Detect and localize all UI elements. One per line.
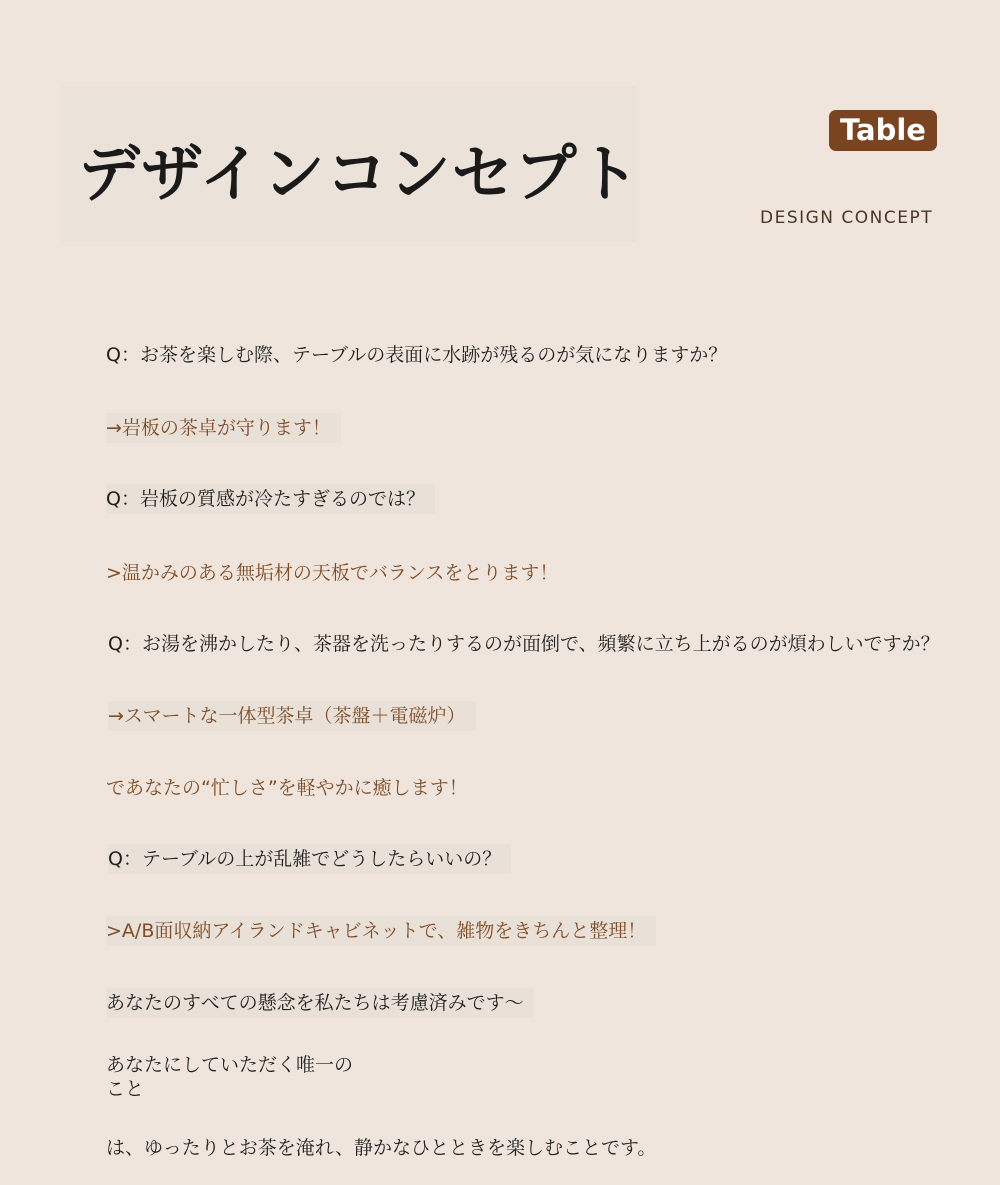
closing-statement: あなたのすべての懸念を私たちは考慮済みです〜 (106, 988, 534, 1018)
table-tag-badge: Table (829, 110, 937, 151)
question-cold-texture: Q：岩板の質感が冷たすぎるのでは？ (106, 484, 435, 514)
answer-solid-wood: >温かみのある無垢材の天板でバランスをとります！ (106, 562, 559, 584)
closing-only-thing: あなたにしていただく唯一のこと (106, 1054, 354, 1100)
page-subtitle: DESIGN CONCEPT (760, 208, 934, 228)
answer-storage-cabinet: >A/B面収納アイランドキャビネットで、雑物をきちんと整理！ (106, 916, 656, 946)
question-water-marks: Q：お茶を楽しむ際、テーブルの表面に水跡が残るのが気になりますか？ (106, 344, 728, 366)
closing-enjoy-tea: は、ゆったりとお茶を淹れ、静かなひとときを楽しむことです。 (106, 1137, 657, 1159)
question-boiling-water: Q：お湯を沸かしたり、茶器を洗ったりするのが面倒で、頻繁に立ち上がるのが煩わしいですか？ (108, 633, 940, 655)
question-messy-table: Q：テーブルの上が乱雑でどうしたらいいの？ (108, 844, 511, 874)
answer-stone-slab: →岩板の茶卓が守ります！ (106, 413, 341, 443)
page-title: デザインコンセプト (78, 137, 641, 210)
answer-integrated-table: →スマートな一体型茶卓（茶盤＋電磁炉） (108, 701, 476, 731)
answer-integrated-table-continued: であなたの“忙しさ”を軽やかに癒します！ (106, 777, 468, 799)
